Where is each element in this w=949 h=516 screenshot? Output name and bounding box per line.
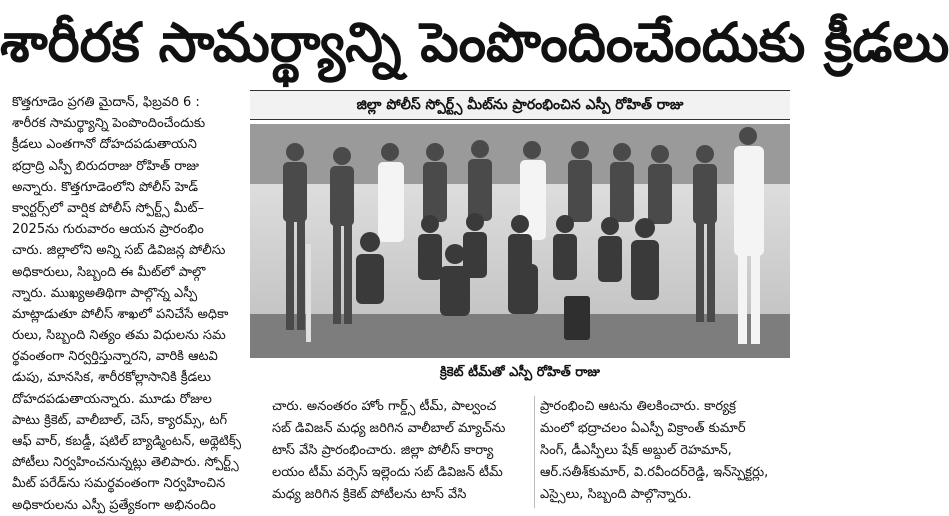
text-line: న్నారు. ముఖ్యఅతిథిగా పాల్గొన్న ఎస్పీ	[12, 285, 198, 301]
team-photo	[250, 124, 790, 358]
text-line: ఎస్సైలు, సిబ్బంది పాల్గొన్నారు.	[540, 487, 692, 502]
text-line: ఆఫ్ వార్, కబడ్డీ, షటిల్ బ్యాడ్మింటన్, అథ్లెటిక్స్	[12, 434, 241, 449]
team-photo-illustration	[250, 124, 790, 358]
text-line: 2025ను గురువారం ఆయన ప్రారంభిం	[12, 222, 204, 238]
column-divider	[534, 396, 535, 508]
text-line: డుపు, మానసిక, శారీరకోల్లాసానికి క్రీడలు	[12, 370, 212, 386]
text-line: క్వార్టర్స్‌లో వార్షిక పోలీస్ స్పోర్ట్స్ మీట్–	[12, 200, 205, 216]
right-column	[540, 396, 795, 506]
text-line: ర్థవంతంగా నిర్వర్తిస్తున్నారని, వారికి ఆటవి	[12, 349, 218, 365]
text-line: టాస్ వేసి ప్రారంభించారు. జిల్లా పోలీస్ కార్యా	[272, 443, 494, 458]
text-line: సింగ్, డీఎస్పీలు షేక్ అబ్దుల్ రెహమాన్,	[540, 443, 732, 458]
text-line: దోహదపడుతాయన్నారు. మూడు రోజుల	[12, 391, 212, 407]
middle-column	[272, 396, 530, 506]
text-line: సబ్ డివిజన్ మధ్య జరిగిన వాలీబాల్ మ్యాచ్‌ను	[272, 421, 506, 436]
photo-caption-bottom: క్రికెట్ టీమ్‌తో ఎస్పీ రోహిత్ రాజు	[439, 365, 600, 380]
text-line: భద్రాద్రి ఎస్పీ బిరుదరాజు రోహిత్ రాజు	[12, 158, 199, 174]
text-line: అధికారులను ఎస్పీ ప్రత్యేకంగా అభినందిం	[12, 497, 216, 513]
text-line: లయం టీమ్ వర్సెస్ ఇల్లెందు సబ్ డివిజన్ టీమ్	[272, 465, 503, 480]
text-line: ఆర్.సతీశ్‌కుమార్, వి.రవీందర్‌రెడ్డి, ఇన్‌స్పెక్టర్లు,	[540, 465, 769, 480]
left-column	[12, 92, 244, 516]
text-line: రులు, సిబ్బంది నిత్యం తమ విధులను సమ	[12, 328, 226, 344]
text-line: మంలో భద్రాచలం ఏఎస్పీ విక్రాంత్ కుమార్	[540, 421, 746, 436]
text-line: అన్నారు. కొత్తగూడెంలోని పోలీస్ హెడ్	[12, 179, 198, 195]
photo-caption-top: జిల్లా పోలీస్ స్పోర్ట్స్ మీట్‌ను ప్రారంభించిన ఎస్పీ రోహిత్ రాజు	[250, 90, 790, 120]
headline: శారీరక సామర్థ్యాన్ని పెంపొందించేందుకు క్రీడలు	[0, 11, 949, 74]
text-line: శారీరక సామర్థ్యాన్ని పెంపొందించేందుకు	[12, 116, 206, 132]
text-line: క్రీడలు ఎంతగానో దోహదపడుతాయని	[12, 137, 197, 153]
text-line: చారు. జిల్లాలోని అన్ని సబ్ డివిజన్ల పోలీసు	[12, 243, 226, 259]
text-line: ప్రారంభించి ఆటను తిలకించారు. కార్యక్ర	[540, 399, 736, 414]
text-line: చారు. అనంతరం హోం గార్డ్స్ టీమ్, పాల్వంచ	[272, 399, 497, 414]
text-line: మీట్ పరేడ్‌ను సమర్థవంతంగా నిర్వహించిన	[12, 476, 226, 492]
text-line: పోటీలు నిర్వహించనున్నట్లు తెలిపారు. స్పోర్ట్స్	[12, 455, 239, 471]
text-line: అధికారులు, సిబ్బంది ఈ మీట్‌లో పాల్గొ	[12, 264, 206, 280]
text-line: కొత్తగూడెం ప్రగతి మైదాన్, ఫిబ్రవరి 6 :	[12, 95, 200, 110]
text-line: పాటు క్రికెట్, వాలీబాల్, చెస్, క్యారమ్స్, టగ్	[12, 412, 228, 428]
text-line: మధ్య జరిగిన క్రికెట్ పోటీలను టాస్ వేసి	[272, 487, 467, 502]
text-line: మాట్లాడుతూ పోలీస్ శాఖలో పనిచేసే అధికా	[12, 306, 229, 322]
